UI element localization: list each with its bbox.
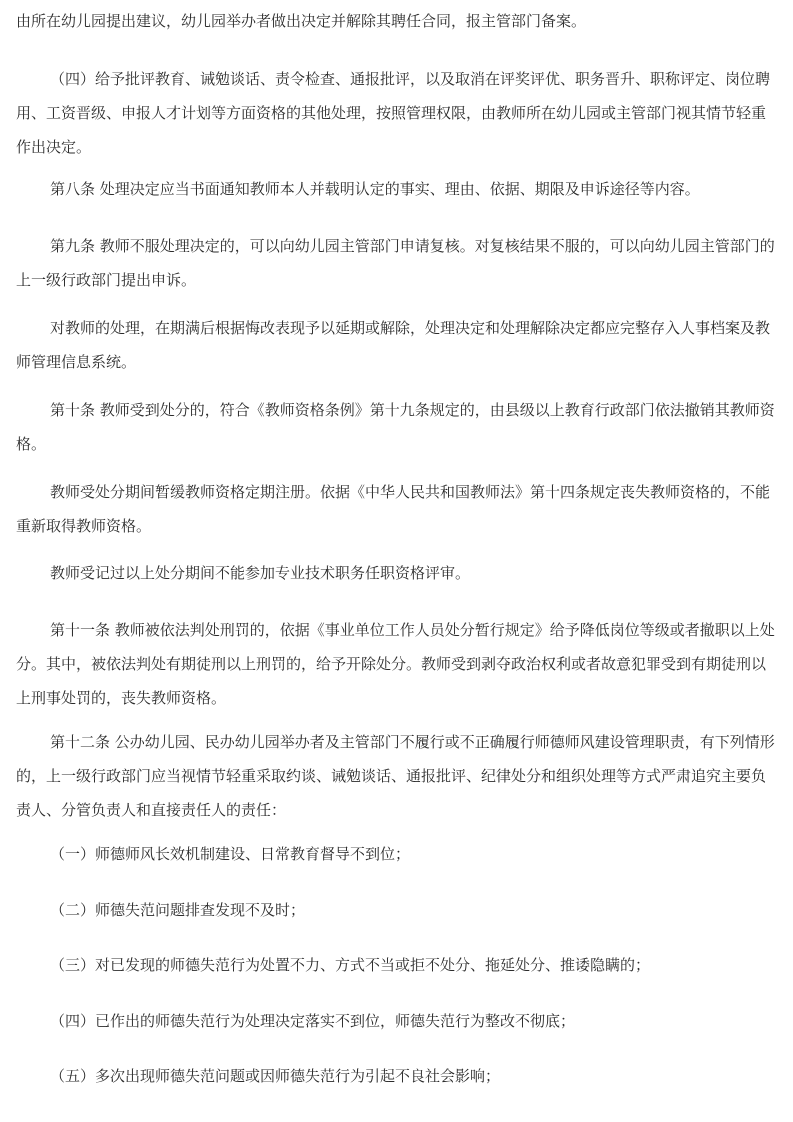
list-item-5: （五）多次出现师德失范问题或因师德失范行为引起不良社会影响；: [50, 1067, 501, 1085]
paragraph-article-11: 第十一条 教师被依法判处刑罚的，依据《事业单位工作人员处分暂行规定》给予降低岗位等级或者撤职以上处分。其中，被依法判处有期徒刑以上刑罚的，给予开除处分。教师受到剥夺政治权利或者故意犯罪受到有期徒刑以上刑事处罚的，丧失教师资格。: [16, 621, 775, 707]
list-item-3: （三）对已发现的师德失范行为处置不力、方式不当或拒不处分、拖延处分、推诿隐瞒的；: [50, 956, 651, 974]
paragraph-handling-expiry: 对教师的处理，在期满后根据悔改表现予以延期或解除，处理决定和处理解除决定都应完整存入人事档案及教师管理信息系统。: [16, 319, 771, 371]
paragraph-title-review: 教师受记过以上处分期间不能参加专业技术职务任职资格评审。: [50, 564, 471, 582]
paragraph-article-10: 第十条 教师受到处分的，符合《教师资格条例》第十九条规定的，由县级以上教育行政部门依法撤销其教师资格。: [16, 401, 775, 453]
list-item-4: （四）已作出的师德失范行为处理决定落实不到位，师德失范行为整改不彻底；: [50, 1012, 576, 1030]
paragraph-article-8: 第八条 处理决定应当书面通知教师本人并载明认定的事实、理由、依据、期限及申诉途径等内容。: [50, 180, 700, 198]
paragraph-article-12: 第十二条 公办幼儿园、民办幼儿园举办者及主管部门不履行或不正确履行师德师风建设管理职责，有下列情形的，上一级行政部门应当视情节轻重采取约谈、诫勉谈话、通报批评、纪律处分和组织处理等方式严肃追究主要负责人、分管负责人和直接责任人的责任：: [16, 733, 775, 819]
paragraph-continuation: 由所在幼儿园提出建议，幼儿园举办者做出决定并解除其聘任合同，报主管部门备案。: [16, 12, 587, 30]
paragraph-article-9: 第九条 教师不服处理决定的，可以向幼儿园主管部门申请复核。对复核结果不服的，可以向幼儿园主管部门的上一级行政部门提出申诉。: [16, 237, 775, 289]
paragraph-qualification-suspension: 教师受处分期间暂缓教师资格定期注册。依据《中华人民共和国教师法》第十四条规定丧失教师资格的，不能重新取得教师资格。: [16, 483, 771, 535]
paragraph-clause-4: （四）给予批评教育、诫勉谈话、责令检查、通报批评，以及取消在评奖评优、职务晋升、职称评定、岗位聘用、工资晋级、申报人才计划等方面资格的其他处理，按照管理权限，由教师所在幼儿园或主管部门视其情节轻重作出决定。: [16, 70, 771, 156]
list-item-1: （一）师德师风长效机制建设、日常教育督导不到位；: [50, 845, 411, 863]
list-item-2: （二）师德失范问题排查发现不及时；: [50, 901, 306, 919]
